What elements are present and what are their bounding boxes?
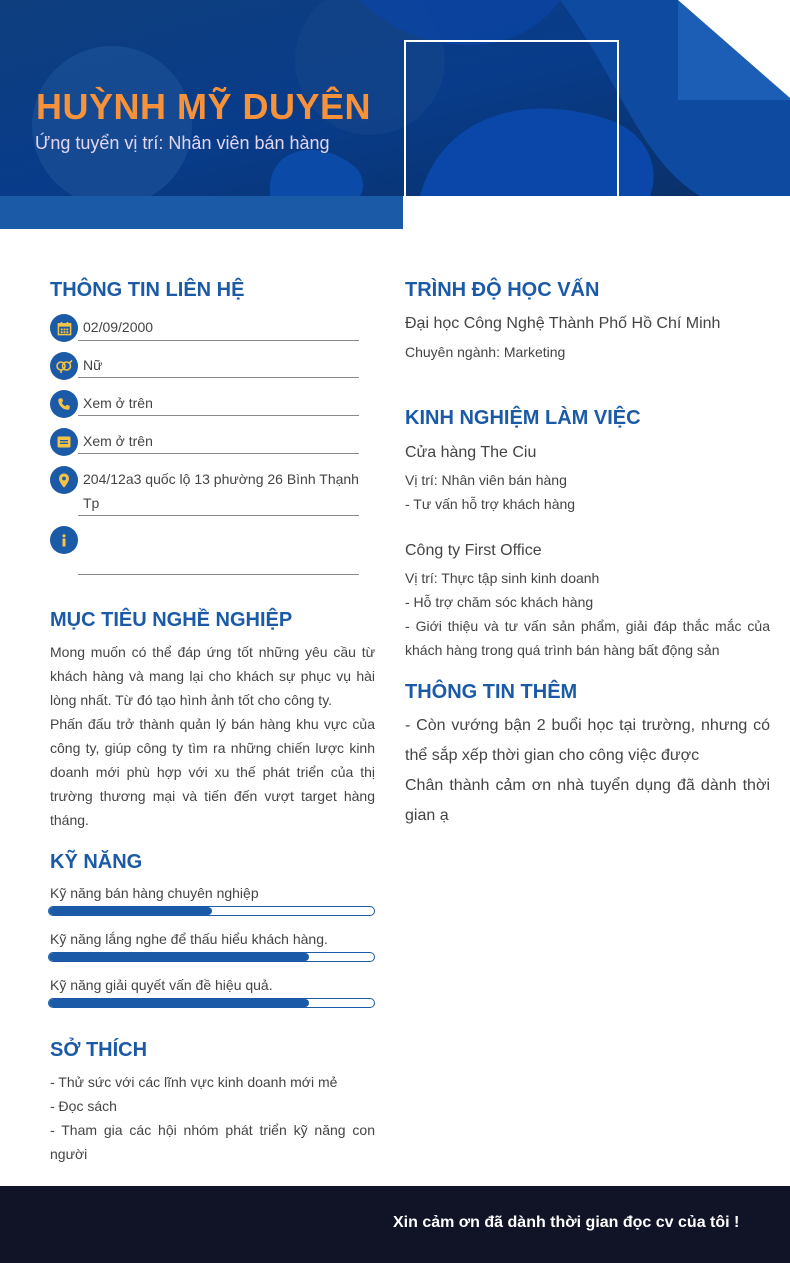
company-name: Công ty First Office bbox=[405, 542, 542, 559]
header-strip bbox=[0, 196, 403, 229]
objective-text bbox=[50, 640, 375, 832]
gender-icon bbox=[50, 352, 78, 380]
hobbies-title: SỞ THÍCH bbox=[50, 1039, 148, 1061]
skill-fill bbox=[49, 999, 309, 1007]
major: Chuyên ngành: Marketing bbox=[405, 344, 566, 360]
divider bbox=[78, 574, 359, 575]
candidate-name: HUỲNH MỸ DUYÊN bbox=[36, 86, 372, 127]
skill-bar bbox=[48, 952, 375, 962]
skill-label: Kỹ năng giải quyết vấn đề hiệu quả. bbox=[50, 977, 273, 993]
map-pin-icon bbox=[50, 466, 78, 494]
hobby-item: - Thử sức với các lĩnh vực kinh doanh mới mẻ bbox=[50, 1074, 338, 1090]
skills-title: KỸ NĂNG bbox=[50, 851, 143, 873]
contact-info bbox=[50, 526, 359, 578]
objective-title: MỤC TIÊU NGHỀ NGHIỆP bbox=[50, 609, 293, 631]
objective-paragraph: Mong muốn có thể đáp ứng tốt những yêu cầu từ khách hàng và mang lại cho khách sự phục vụ hài lòng nhất. Từ đó tạo hình ảnh tốt cho công ty. bbox=[50, 644, 375, 708]
contact-address bbox=[50, 466, 359, 518]
company-name: Cửa hàng The Ciu bbox=[405, 444, 537, 461]
divider bbox=[78, 415, 359, 416]
skill-label: Kỹ năng bán hàng chuyên nghiệp bbox=[50, 885, 259, 901]
divider bbox=[78, 377, 359, 378]
hobbies-list bbox=[50, 1070, 375, 1166]
address-value: 204/12a3 quốc lộ 13 phường 26 Bình Thạnh Tp bbox=[83, 471, 359, 511]
skill-label: Kỹ năng lắng nghe để thấu hiểu khách hàng. bbox=[50, 931, 328, 947]
job-role: Vị trí: Nhân viên bán hàng bbox=[405, 472, 567, 488]
contact-email bbox=[50, 428, 359, 456]
footer-text: Xin cảm ơn đã dành thời gian đọc cv của tôi ! bbox=[393, 1214, 740, 1231]
gender-value: Nữ bbox=[83, 357, 103, 373]
additional-paragraph: - Còn vướng bận 2 buổi học tại trường, nhưng có thể sắp xếp thời gian cho công việc được bbox=[405, 717, 770, 764]
skill-bar bbox=[48, 998, 375, 1008]
email-value: Xem ở trên bbox=[83, 433, 153, 449]
additional-title: THÔNG TIN THÊM bbox=[405, 681, 578, 703]
footer bbox=[0, 1186, 790, 1263]
divider bbox=[78, 515, 359, 516]
experience-title: KINH NGHIỆM LÀM VIỆC bbox=[405, 407, 641, 429]
divider bbox=[78, 340, 359, 341]
job-duty: - Tư vấn hỗ trợ khách hàng bbox=[405, 496, 576, 512]
cv-header bbox=[0, 0, 790, 229]
phone-value: Xem ở trên bbox=[83, 395, 153, 411]
phone-icon bbox=[50, 390, 78, 418]
skill-fill bbox=[49, 953, 309, 961]
applied-position: Ứng tuyển vị trí: Nhân viên bán hàng bbox=[35, 133, 330, 153]
skill-bar bbox=[48, 906, 375, 916]
job-duty: - Giới thiệu và tư vấn sản phẩm, giải đáp thắc mắc của khách hàng trong quá trình bán hàng bất động sản bbox=[405, 618, 770, 658]
school-name: Đại học Công Nghệ Thành Phố Hồ Chí Minh bbox=[405, 315, 721, 332]
objective-paragraph: Phấn đấu trở thành quản lý bán hàng khu vực của công ty, giúp công ty tìm ra những chiến lược kinh doanh mới phù hợp với xu thế phát triển của thị trường thương mại và tiến đến vượt target hàng tháng. bbox=[50, 716, 375, 828]
envelope-icon bbox=[50, 428, 78, 456]
job-role: Vị trí: Thực tập sinh kinh doanh bbox=[405, 570, 600, 586]
contact-title: THÔNG TIN LIÊN HỆ bbox=[50, 279, 245, 301]
job-duty: - Hỗ trợ chăm sóc khách hàng bbox=[405, 594, 594, 610]
contact-birthday bbox=[50, 314, 359, 342]
divider bbox=[78, 453, 359, 454]
additional-text bbox=[405, 711, 770, 831]
education-title: TRÌNH ĐỘ HỌC VẤN bbox=[405, 279, 600, 301]
photo-frame bbox=[404, 40, 619, 200]
calendar-icon bbox=[50, 314, 78, 342]
skill-fill bbox=[49, 907, 212, 915]
hobby-item: - Tham gia các hội nhóm phát triển kỹ năng con người bbox=[50, 1122, 375, 1162]
birthday-value: 02/09/2000 bbox=[83, 319, 154, 335]
info-icon bbox=[50, 526, 78, 554]
additional-paragraph: Chân thành cảm ơn nhà tuyển dụng đã dành thời gian ạ bbox=[405, 777, 770, 824]
contact-phone bbox=[50, 390, 359, 418]
hobby-item: - Đọc sách bbox=[50, 1098, 117, 1114]
contact-gender bbox=[50, 352, 359, 380]
